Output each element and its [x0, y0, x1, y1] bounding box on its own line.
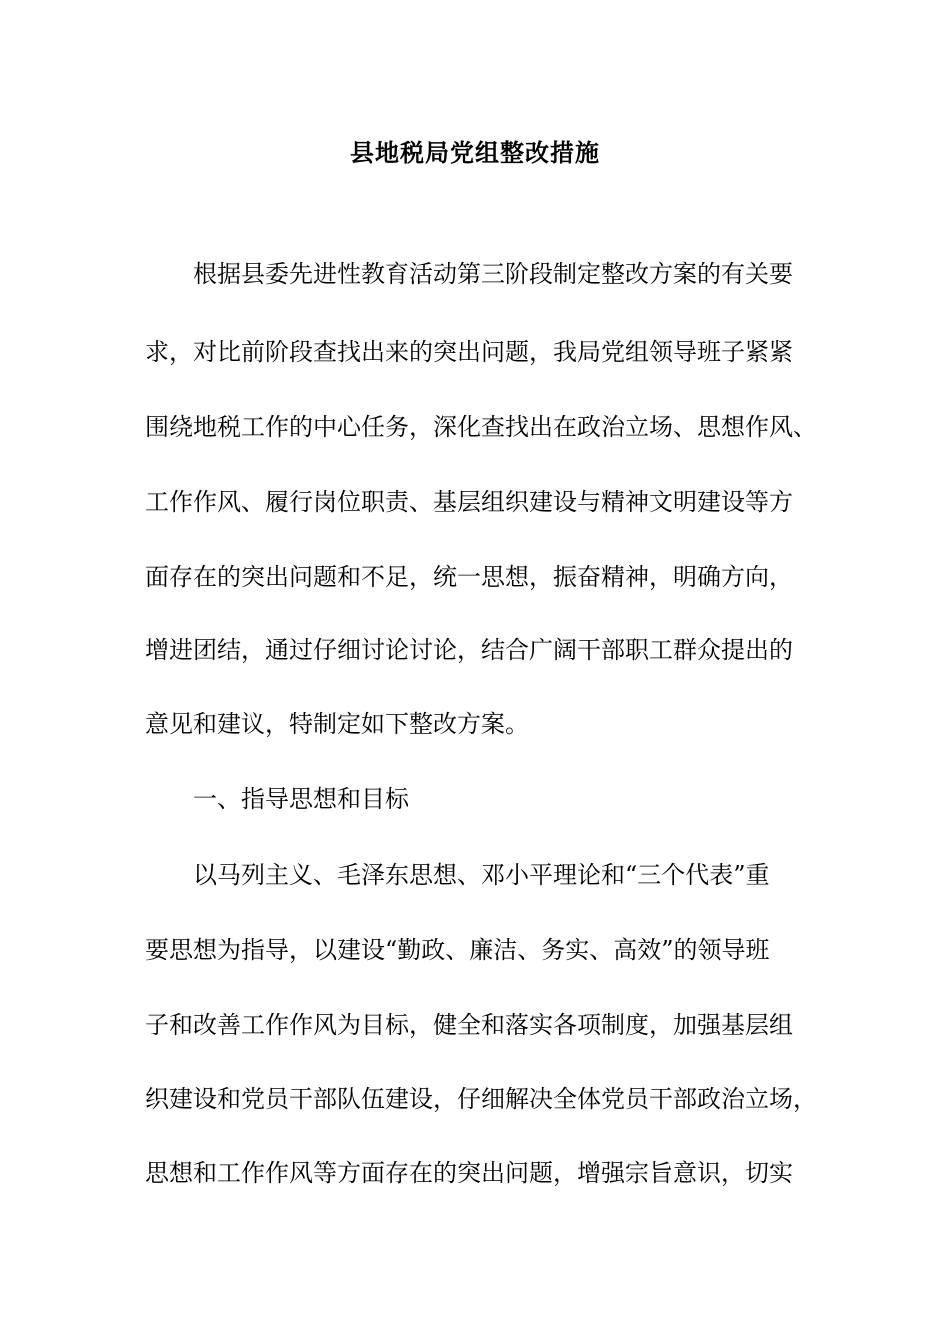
section-heading: 一、指导思想和目标	[193, 785, 409, 813]
paragraph-line: 围绕地税工作的中心任务，深化查找出在政治立场、思想作风、	[145, 413, 817, 441]
paragraph-line: 意见和建议，特制定如下整改方案。	[145, 710, 529, 738]
document-title: 县地税局党组整改措施	[350, 138, 600, 167]
paragraph-line: 增进团结，通过仔细讨论讨论，结合广阔干部职工群众提出的	[145, 636, 793, 664]
paragraph-line: 要思想为指导，以建设“勤政、廉洁、务实、高效”的领导班	[145, 936, 770, 964]
paragraph-line: 工作作风、履行岗位职责、基层组织建设与精神文明建设等方	[145, 488, 793, 516]
paragraph-line: 思想和工作作风等方面存在的突出问题，增强宗旨意识，切实	[145, 1159, 793, 1187]
paragraph-line: 求，对比前阶段查找出来的突出问题，我局党组领导班子紧紧	[145, 338, 793, 366]
paragraph-line: 子和改善工作作风为目标，健全和落实各项制度，加强基层组	[145, 1011, 793, 1039]
paragraph-line: 根据县委先进性教育活动第三阶段制定整改方案的有关要	[193, 260, 793, 288]
paragraph-line: 面存在的突出问题和不足，统一思想，振奋精神，明确方向，	[145, 563, 793, 591]
paragraph-line: 以马列主义、毛泽东思想、邓小平理论和“三个代表”重	[193, 861, 770, 889]
paragraph-line: 织建设和党员干部队伍建设，仔细解决全体党员干部政治立场，	[145, 1085, 817, 1113]
